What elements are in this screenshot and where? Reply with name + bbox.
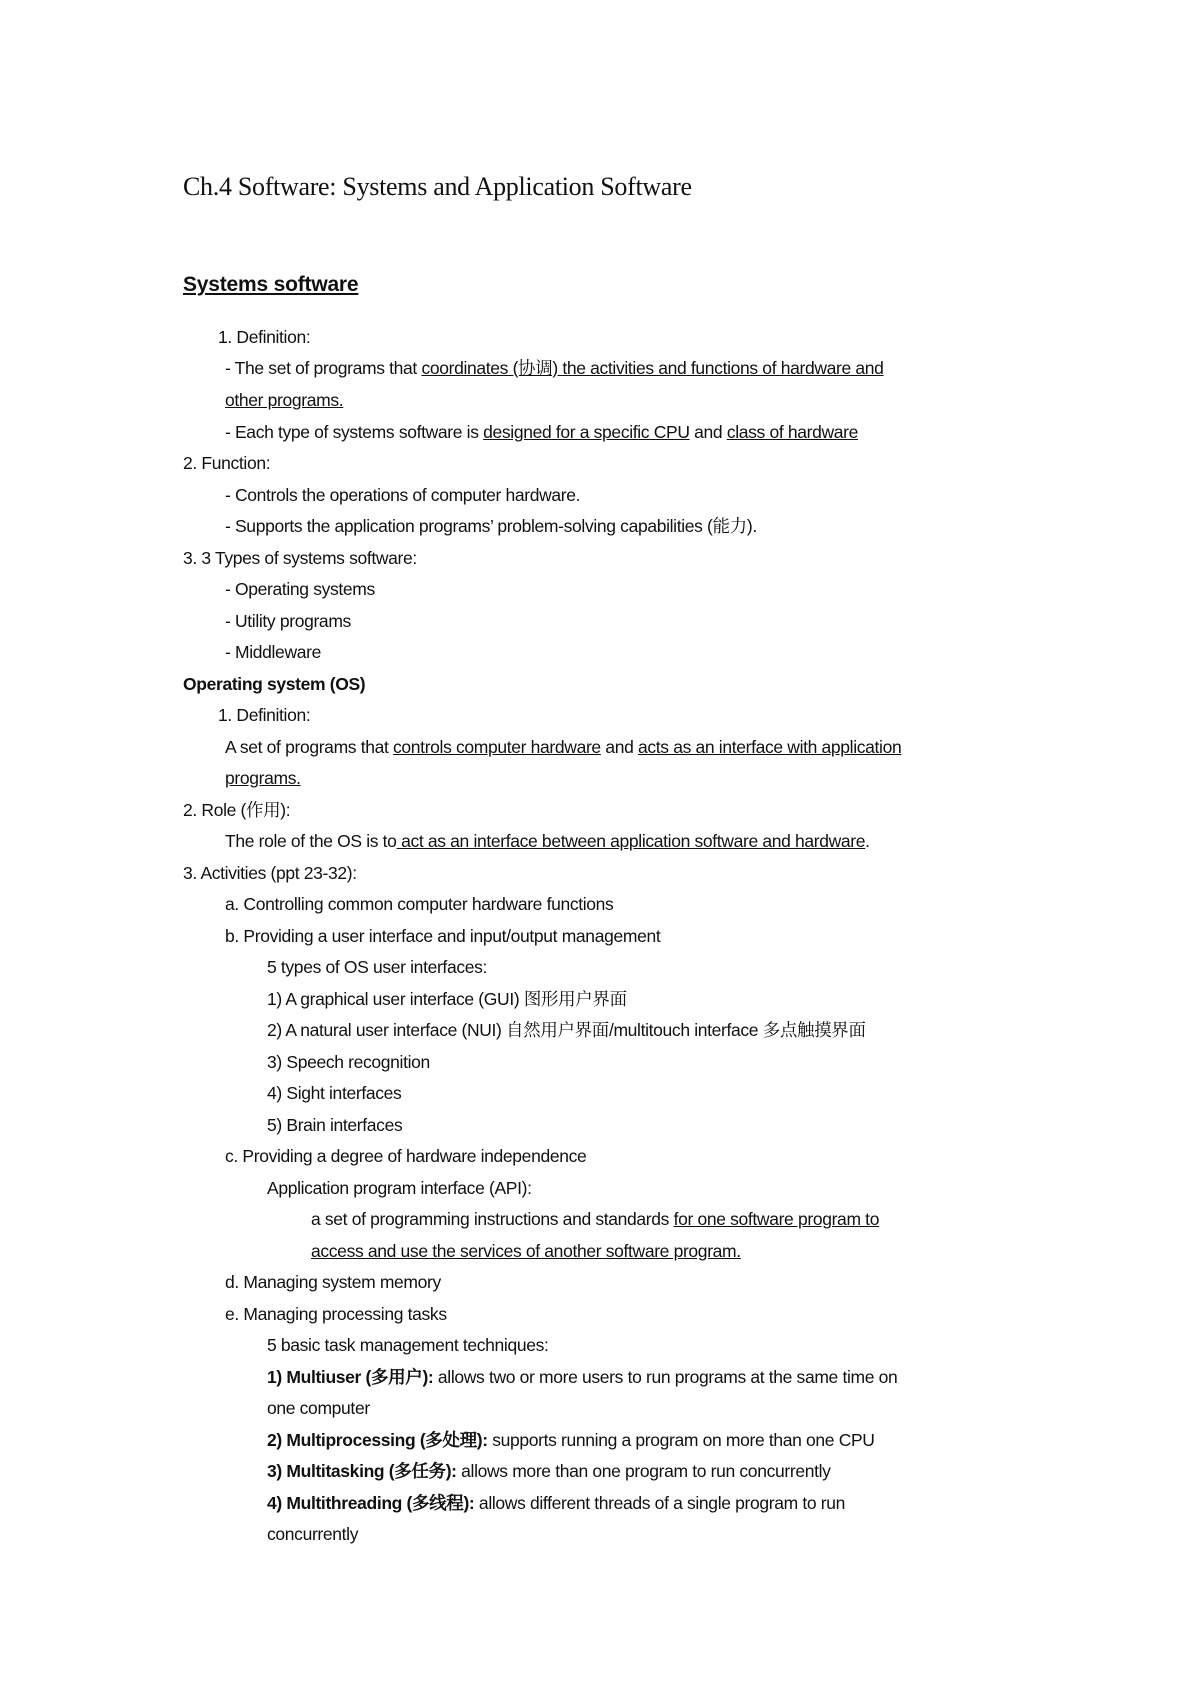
technique-name: 2) Multiprocessing (多处理):	[267, 1430, 488, 1450]
underlined-text: designed for a specific CPU	[483, 422, 690, 442]
ui-type-1: 1) A graphical user interface (GUI) 图形用户界面	[267, 989, 627, 1009]
api-definition-line-2: access and use the services of another software program.	[311, 1241, 741, 1261]
underlined-text: coordinates (协调) the activities and functions of hardware and	[421, 358, 884, 378]
activity-e: e. Managing processing tasks	[225, 1304, 447, 1324]
underlined-text: for one software program to	[673, 1209, 880, 1229]
activity-b: b. Providing a user interface and input/output management	[225, 926, 661, 946]
technique-1	[267, 1365, 897, 1389]
types-item-3: - Middleware	[225, 642, 321, 662]
text-segment: supports running a program on more than one CPU	[487, 1430, 875, 1450]
ui-type-5: 5) Brain interfaces	[267, 1115, 403, 1135]
technique-1-continued: one computer	[267, 1398, 370, 1418]
technique-name: 3) Multitasking (多任务):	[267, 1461, 457, 1481]
text-segment: and	[600, 737, 639, 757]
api-definition-line-1	[311, 1207, 879, 1231]
api-heading: Application program interface (API):	[267, 1178, 532, 1198]
definition-heading: 1. Definition:	[218, 327, 311, 347]
definition-line-1	[225, 356, 884, 380]
technique-name: 4) Multithreading (多线程):	[267, 1493, 475, 1513]
os-heading: Operating system (OS)	[183, 674, 366, 694]
technique-4	[267, 1491, 845, 1515]
activity-d: d. Managing system memory	[225, 1272, 441, 1292]
text-segment: The role of the OS is to	[225, 831, 397, 851]
ui-type-3: 3) Speech recognition	[267, 1052, 430, 1072]
function-line-1: - Controls the operations of computer hardware.	[225, 485, 581, 505]
text-segment: - Each type of systems software is	[225, 422, 484, 442]
ui-type-4: 4) Sight interfaces	[267, 1083, 402, 1103]
text-segment: a set of programming instructions and standards	[311, 1209, 674, 1229]
text-segment: .	[865, 831, 870, 851]
types-item-1: - Operating systems	[225, 579, 375, 599]
ui-types-heading: 5 types of OS user interfaces:	[267, 957, 488, 977]
ui-type-2: 2) A natural user interface (NUI) 自然用户界面/multitouch interface 多点触摸界面	[267, 1020, 866, 1040]
function-heading: 2. Function:	[183, 453, 271, 473]
os-definition-line-1	[225, 735, 901, 759]
section-heading-systems-software: Systems software	[183, 273, 359, 296]
role-line	[225, 829, 870, 853]
technique-2	[267, 1428, 875, 1452]
activities-heading: 3. Activities (ppt 23-32):	[183, 863, 357, 883]
underlined-text: acts as an interface with application	[638, 737, 902, 757]
definition-line-3	[225, 420, 858, 444]
technique-4-continued: concurrently	[267, 1524, 359, 1544]
text-segment: allows more than one program to run concurrently	[456, 1461, 831, 1481]
activity-a: a. Controlling common computer hardware functions	[225, 894, 614, 914]
role-heading: 2. Role (作用):	[183, 800, 291, 820]
text-segment: allows different threads of a single program to run	[474, 1493, 845, 1513]
technique-name: 1) Multiuser (多用户):	[267, 1367, 434, 1387]
activity-c: c. Providing a degree of hardware independence	[225, 1146, 587, 1166]
underlined-text: act as an interface between application software and hardware	[396, 831, 866, 851]
text-segment: A set of programs that	[225, 737, 394, 757]
text-segment: - The set of programs that	[225, 358, 422, 378]
underlined-text: class of hardware	[726, 422, 859, 442]
technique-3	[267, 1459, 831, 1483]
function-line-2: - Supports the application programs’ problem-solving capabilities (能力).	[225, 516, 757, 536]
os-definition-heading: 1. Definition:	[218, 705, 311, 725]
types-heading: 3. 3 Types of systems software:	[183, 548, 417, 568]
definition-line-2: other programs.	[225, 390, 344, 410]
text-segment: and	[689, 422, 727, 442]
text-segment: allows two or more users to run programs at the same time on	[433, 1367, 898, 1387]
task-techniques-heading: 5 basic task management techniques:	[267, 1335, 549, 1355]
os-definition-line-2: programs.	[225, 768, 301, 788]
types-item-2: - Utility programs	[225, 611, 351, 631]
underlined-text: controls computer hardware	[393, 737, 601, 757]
page-title: Ch.4 Software: Systems and Application Software	[183, 172, 692, 201]
